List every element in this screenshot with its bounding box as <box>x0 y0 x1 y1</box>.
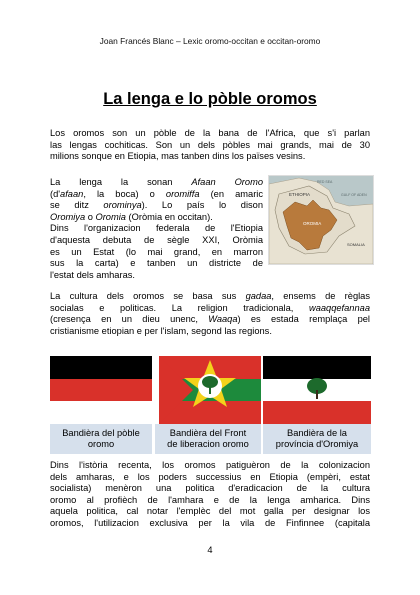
oromo-people-flag <box>50 356 152 424</box>
intro-paragraph <box>50 128 370 163</box>
map-label-red-sea: RED SEA <box>317 180 333 184</box>
caption-line: de liberacion oromo <box>167 439 249 449</box>
olf-flag <box>159 356 261 424</box>
text-line: l'estat dels amharas. <box>50 269 135 280</box>
text-line: cristianisme etiopian e per l'islam, segond las regions. <box>50 325 272 336</box>
text-line: Los oromos son un pòble de la bana de l'Africa, que s'i parlan <box>50 128 370 138</box>
caption-line: Bandièra del pòble <box>62 427 140 438</box>
text-line: (cresença en un dieu unenc, Waaqa) es estada remplaça pel <box>50 314 370 325</box>
text-line: La lenga la sonan Afaan Oromo <box>50 177 263 187</box>
text-line: d'aquesta debuta de sègle XXI, Oròmia <box>50 234 263 245</box>
page-number: 4 <box>207 545 213 555</box>
text-line: oromo al profièch de l'amhara e de la lenga amharica. Dins <box>50 494 370 505</box>
text-line: La cultura dels oromos se basa sus gadaa, ensems de règlas <box>50 291 370 301</box>
text-line: se ditz orominya). Lo país lo dison <box>50 200 263 211</box>
text-line: (d'afaan, la boca) o oromiffa (en amaric <box>50 188 264 199</box>
flag-caption-olf <box>155 424 261 454</box>
flag-caption-people <box>50 424 152 454</box>
text-line: socialista) menèron una politica d'eradicacion de la cultura <box>50 483 370 494</box>
text-line: Dins l'organizacion federala de l'Etiopia <box>50 223 263 234</box>
oromia-map-image <box>268 175 374 265</box>
text-line: Dins l'istòria recenta, los oromos patiguèron de la colonizacion <box>50 460 370 470</box>
language-paragraph <box>50 177 263 281</box>
culture-paragraph <box>50 291 370 337</box>
text-line: aquela politica, cal notar l'emplèc del mot galla per designar los <box>50 506 370 517</box>
page-title: La lenga e lo pòble oromos <box>103 90 317 108</box>
page-header: Joan Francés Blanc – Lexic oromo-occitan e occitan-oromo <box>99 36 321 46</box>
caption-line: Bandièra del Front <box>169 427 247 438</box>
text-line: socialas e politicas. La religion tradicionala, waaqqefannaa <box>50 302 370 313</box>
map-label-gulf: GULF OF ADEN <box>341 193 367 197</box>
text-line: sus la carta) e tanben un districte de <box>50 258 263 269</box>
oromiya-province-flag <box>263 356 365 424</box>
caption-line: Bandièra de la <box>287 427 347 438</box>
text-line: oromos, l'utilizacion exclusiva per la vila de Finfinnee (capitala <box>50 517 370 528</box>
text-line: dels amharas, e los poders successius en Etiopia (empèri, estat <box>50 471 370 482</box>
history-paragraph <box>50 460 370 530</box>
text-line: Oromiya o Oromia (Oròmia en occitan). <box>50 211 213 222</box>
map-label-oromia: OROMIA <box>303 221 322 226</box>
text-line: milions sonque en Etiopia, mas tanben dins los païses vesins. <box>50 151 306 162</box>
text-line: es un Estat (lo mai grand, en marron <box>50 246 263 257</box>
map-label-ethiopia: ETHIOPIA <box>289 192 311 197</box>
caption-line: província d'Oromiya <box>275 439 359 449</box>
map-label-somalia: SOMALIA <box>347 242 365 247</box>
caption-line: oromo <box>87 439 115 449</box>
flag-caption-province <box>263 424 371 454</box>
text-line: las lengas cochiticas. Son un dels pòbles mai grands, mai de 30 <box>50 139 370 150</box>
